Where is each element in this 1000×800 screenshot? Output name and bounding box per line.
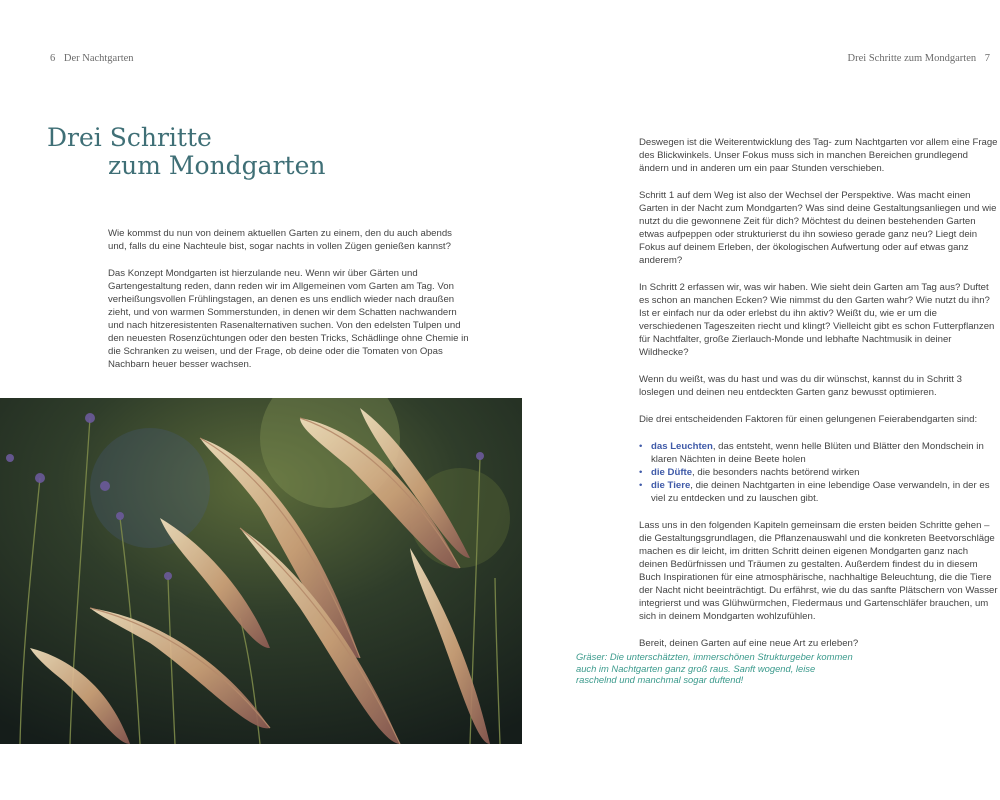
factors-intro-paragraph: Die drei entscheidenden Faktoren für einen gelungenen Feierabendgarten sind: [639,414,978,425]
list-item [639,440,999,466]
left-body-text [108,227,470,385]
step3-paragraph: Wenn du weißt, was du hast und was du dir wünschst, kannst du in Schritt 3 loslegen und deinen neu entdeckten Garten ganz bewusst optimieren. [639,374,962,398]
factor-text: , das entsteht, wenn helle Blüten und Blätter den Mondschein in klaren Nächten in deine Beete holen [651,441,984,465]
chapter-title-line1: Drei Schritte [47,123,212,152]
factor-term: die Düfte [651,467,693,478]
page-number-right: 7 [984,53,990,64]
running-head-right-text: Drei Schritte zum Mondgarten [847,53,977,64]
running-head-left [44,53,134,64]
grass-photo [0,398,522,744]
perspective-paragraph: Deswegen ist die Weiterentwicklung des Tag- zum Nachtgarten vor allem eine Frage des Blickwinkels. Unser Fokus muss sich in manchen Bereichen grundlegend ändern und in anderen um ein paar Stunden verschieben. [639,137,998,174]
intro-paragraph: Wie kommst du nun von deinem aktuellen Garten zu einem, den du auch abends und, falls du eine Nachteule bist, sogar nachts in vollen Zügen genießen kannst? [108,228,452,252]
factor-text: , die besonders nachts betörend wirken [692,467,860,478]
chapters-paragraph: Lass uns in den folgenden Kapiteln gemeinsam die ersten beiden Schritte gehen – die Gestaltungsgrundlagen, die Pflanzenauswahl und die konkreten Beetvorschläge machen es dir leicht, im dritten Schritt deinen eigenen Mondgarten ganz nach deinen Bedürfnissen und Träumen zu gestalten. Außerdem findest du in diesem Buch Inspirationen für eine atmosphärische, nachhaltige Beleuchtung, die die Tiere der Nacht nicht beeinträchtigt. Du erfährst, wie du das sanfte Plätschern von Wasser integrierst und was Glühwürmchen, Fledermaus und Gartenschläfer brauchen, um sich in deinem Mondgarten wohlzufühlen. [639,520,998,622]
running-head-right [848,53,996,64]
photo-caption: Gräser: Die unterschätzten, immerschönen Strukturgeber kommen auch im Nachtgarten ganz groß raus. Sanft wogend, leise raschelnd und manchmal sogar duftend! [576,651,853,685]
factor-term: die Tiere [651,480,691,491]
page-number-left: 6 [50,53,56,64]
factor-text: , die deinen Nachtgarten in eine lebendige Oase verwandeln, in der es viel zu entdecken und zu lauschen gibt. [651,480,990,504]
chapter-title [47,124,325,180]
right-body-text [639,136,999,664]
list-item [639,466,999,479]
list-item [639,479,999,505]
closing-paragraph: Bereit, deinen Garten auf eine neue Art zu erleben? [639,638,859,649]
step2-paragraph: In Schritt 2 erfassen wir, was wir haben. Wie sieht dein Garten am Tag aus? Duftet es schon an manchen Ecken? Wie nimmst du den Garten wahr? Wie nutzt du ihn? Ist er einfach nur da oder erlebst du ihn aktiv? Weißt du, wie er um die verschiedenen Tageszeiten riecht und klingt? Vielleicht gibt es schon Futterpflanzen für Nachtfalter, große Zierlauch-Monde und lebhafte Nachtmusik in deiner Wildhecke? [639,282,995,358]
running-head-left-text: Der Nachtgarten [63,53,134,64]
step1-paragraph: Schritt 1 auf dem Weg ist also der Wechsel der Perspektive. Was macht einen Garten in der Nacht zum Mondgarten? Was sind deine Gestaltungsanliegen und wie nutzt du die gewonnene Zeit für dich? Möchtest du deinen bestehenden Garten etwas aufpeppen oder strukturierst du ihn sowieso gerade ganz neu? Liegt dein Fokus auf deinem Erleben, der ökologischen Aufwertung oder auf etwas ganz anderem? [639,190,997,266]
factors-list [639,440,999,505]
concept-paragraph: Das Konzept Mondgarten ist hierzulande neu. Wenn wir über Gärten und Gartengestaltung reden, dann reden wir im Allgemeinen vom Garten am Tag. Von verheißungsvollen Frühlingstagen, an denen es uns endlich wieder nach draußen zieht, und von warmen Sommerstunden, in denen wir dem Schatten nachwandern und nach hitzeresistenten Rasenalternativen suchen. Von den edelsten Tulpen und den neuesten Rosenzüchtungen oder den besten Tricks, Schädlinge ohne Chemie in die Schranken zu weisen, und der Frage, ob deine oder die Tomaten von Opas Nachbarn heuer besser wachsen. [108,268,469,370]
chapter-title-line2: zum Mondgarten [108,151,326,180]
factor-term: das Leuchten [651,441,713,452]
